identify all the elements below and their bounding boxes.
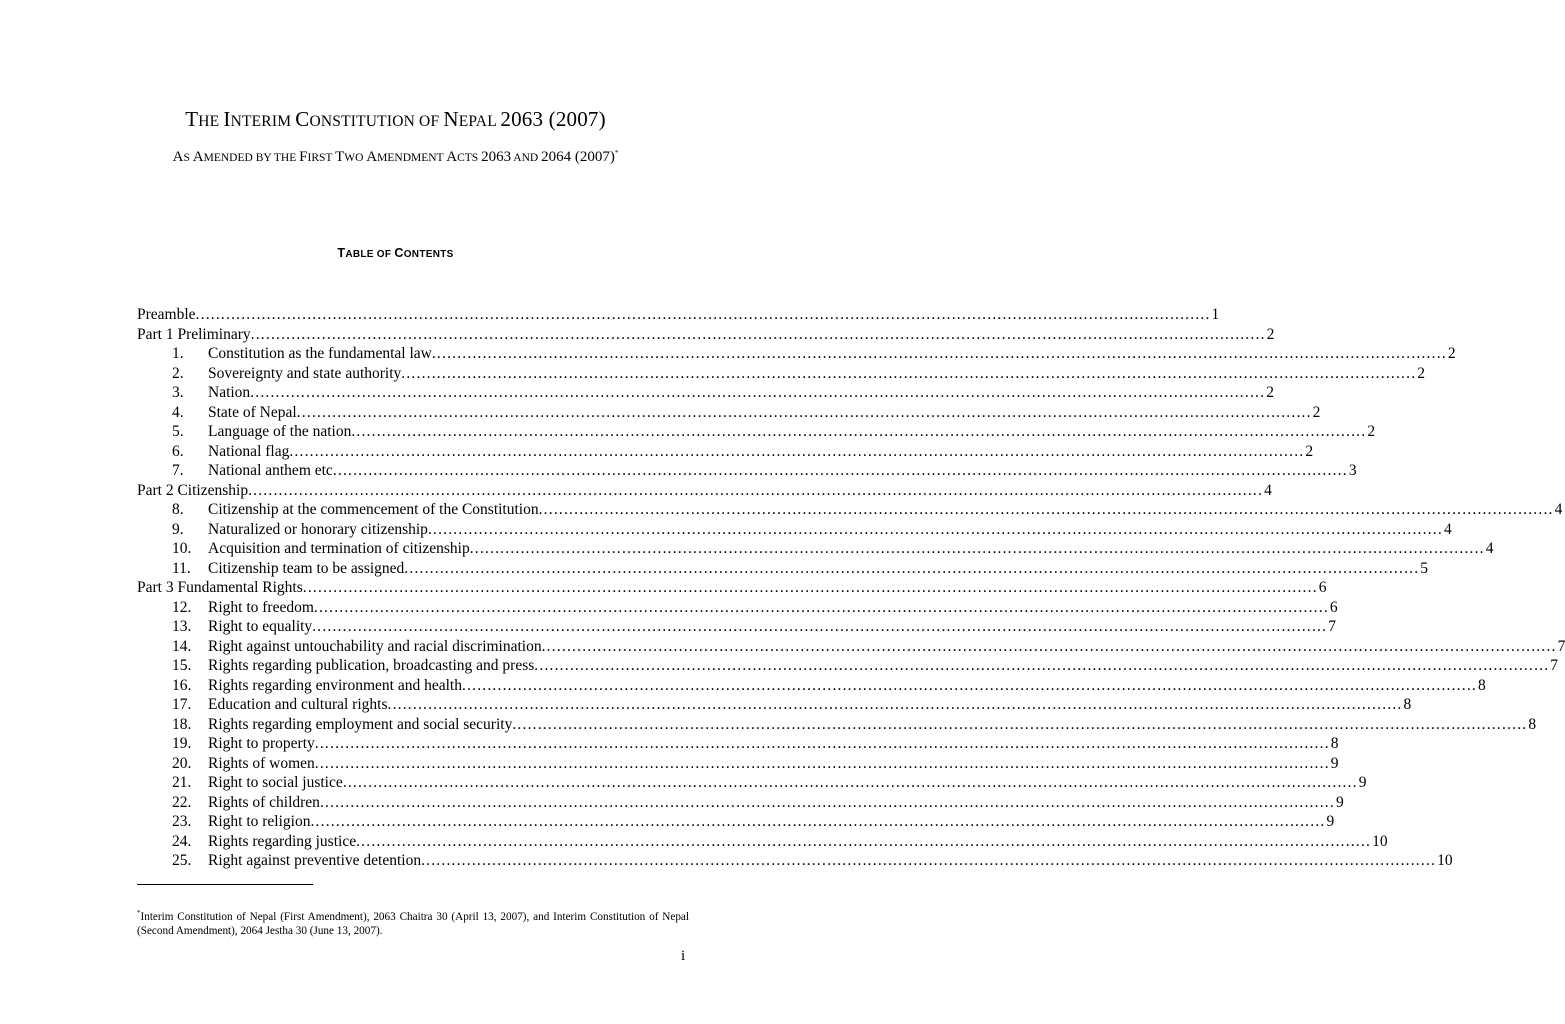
toc-entry[interactable]	[137, 598, 1338, 618]
toc-entry-number: 19.	[172, 735, 192, 752]
toc-entry-page: 2	[1417, 364, 1426, 382]
toc-entry-title: Constitution as the fundamental law	[208, 345, 432, 362]
toc-entry-page: 7	[1550, 657, 1559, 674]
toc-entry-number: 25.	[172, 852, 192, 869]
toc-entry-page: 2	[1367, 423, 1376, 440]
toc-entry-page: 2	[1312, 403, 1321, 421]
toc-leader-dots: ........................................................................................................................................................................................................	[250, 384, 1266, 401]
toc-entry-title: Naturalized or honorary citizenship	[208, 520, 428, 538]
toc-entry-page: 10	[1437, 852, 1453, 869]
toc-entry-number: 12.	[172, 598, 192, 616]
toc-entry-page: 2	[1447, 345, 1456, 362]
toc-entry-number: 3.	[172, 384, 184, 401]
toc-entry-title: Rights of children	[208, 793, 320, 811]
toc-entry-page: 4	[1443, 520, 1452, 538]
toc-entry[interactable]	[137, 832, 1388, 852]
toc-entry-page: 9	[1326, 813, 1335, 830]
document-title: THE INTERIM CONSTITUTION OF NEPAL 2063 (2007)	[185, 107, 606, 131]
toc-entry-title: Rights regarding environment and health	[208, 676, 462, 694]
toc-entry-title: Sovereignty and state authority	[208, 364, 402, 382]
toc-entry-number: 14.	[172, 637, 192, 655]
toc-entry-number: 22.	[172, 793, 192, 811]
toc-leader-dots: ........................................................................................................................................................................................................	[538, 501, 1554, 518]
toc-entry-title: Language of the nation	[208, 423, 352, 440]
toc-entry-number: 17.	[172, 696, 192, 713]
toc-entry[interactable]	[137, 754, 1339, 774]
toc-entry-number: 7.	[172, 462, 184, 479]
toc-entry[interactable]	[137, 656, 1559, 676]
toc-entry[interactable]	[137, 773, 1367, 793]
toc-entry-number: 18.	[172, 715, 192, 733]
toc-entry-page: 2	[1266, 325, 1275, 343]
toc-entry-title: Part 1 Preliminary	[137, 325, 251, 343]
toc-leader-dots: ........................................................................................................................................................................................................	[342, 774, 1358, 791]
footnote-divider	[137, 884, 313, 885]
toc-entry-page: 4	[1485, 540, 1494, 557]
toc-entry-title: Rights regarding publication, broadcasting and press	[208, 657, 535, 674]
toc-leader-dots: ........................................................................................................................................................................................................	[195, 306, 1211, 323]
toc-entry-title: Citizenship at the commencement of the Constitution	[208, 501, 539, 518]
table-of-contents	[137, 305, 1565, 871]
toc-entry-title: Right against untouchability and racial discrimination	[208, 637, 542, 655]
toc-entry-number: 5.	[172, 423, 184, 440]
toc-entry[interactable]	[137, 305, 1220, 325]
toc-entry[interactable]	[137, 578, 1327, 598]
toc-leader-dots: ........................................................................................................................................................................................................	[296, 403, 1312, 421]
toc-entry-page: 2	[1305, 442, 1314, 460]
toc-entry[interactable]	[137, 695, 1412, 715]
toc-entry-page: 8	[1528, 715, 1537, 733]
toc-entry-title: Part 3 Fundamental Rights	[137, 579, 303, 596]
toc-entry-number: 21.	[172, 774, 192, 791]
toc-leader-dots: ........................................................................................................................................................................................................	[461, 676, 1477, 694]
toc-entry-number: 9.	[172, 520, 184, 538]
toc-leader-dots: ........................................................................................................................................................................................................	[512, 715, 1528, 733]
toc-leader-dots: ........................................................................................................................................................................................................	[314, 735, 1330, 752]
footnote-marker: *	[137, 909, 141, 917]
toc-leader-dots: ........................................................................................................................................................................................................	[469, 540, 1485, 557]
toc-entry[interactable]	[137, 793, 1344, 813]
toc-entry[interactable]	[137, 812, 1335, 832]
toc-entry-title: Acquisition and termination of citizenship	[208, 540, 470, 557]
toc-entry[interactable]	[137, 734, 1339, 754]
toc-entry-page: 10	[1372, 832, 1388, 850]
toc-leader-dots: ........................................................................................................................................................................................................	[314, 754, 1330, 772]
toc-leader-dots: ........................................................................................................................................................................................................	[427, 520, 1443, 538]
toc-entry-page: 8	[1477, 676, 1486, 694]
toc-entry[interactable]	[137, 442, 1314, 462]
toc-entry-title: Rights regarding justice	[208, 832, 357, 850]
toc-leader-dots: ........................................................................................................................................................................................................	[401, 364, 1417, 382]
toc-entry-title: Right against preventive detention	[208, 852, 422, 869]
document-subtitle: AS AMENDED BY THE FIRST TWO AMENDMENT ACTS 2063 AND 2064 (2007)*	[172, 149, 619, 165]
toc-entry-page: 5	[1420, 559, 1429, 577]
toc-leader-dots: ........................................................................................................................................................................................................	[541, 637, 1557, 655]
toc-entry-number: 23.	[172, 813, 192, 830]
toc-entry-page: 4	[1264, 481, 1272, 499]
toc-entry-title: Rights regarding employment and social security	[208, 715, 513, 733]
toc-entry[interactable]	[137, 403, 1321, 423]
toc-leader-dots: ........................................................................................................................................................................................................	[431, 345, 1447, 362]
toc-leader-dots: ........................................................................................................................................................................................................	[387, 696, 1403, 713]
toc-entry-number: 4.	[172, 403, 184, 421]
toc-entry[interactable]	[137, 559, 1429, 579]
toc-leader-dots: ........................................................................................................................................................................................................	[534, 657, 1550, 674]
toc-entry[interactable]	[137, 851, 1453, 871]
toc-leader-dots: ........................................................................................................................................................................................................	[312, 618, 1328, 635]
footnote-text: Interim Constitution of Nepal (First Amendment), 2063 Chaitra 30 (April 13, 2007), and Interim Constitution of Nepal (Second Amendment), 2064 Jestha 30 (June 13, 2007).	[137, 911, 689, 937]
toc-entry-title: Citizenship team to be assigned	[208, 559, 405, 577]
toc-entry-number: 1.	[172, 345, 184, 362]
toc-entry-page: 1	[1211, 306, 1220, 323]
toc-entry-page: 2	[1266, 384, 1274, 401]
toc-entry[interactable]	[137, 364, 1426, 384]
toc-leader-dots: ........................................................................................................................................................................................................	[421, 852, 1437, 869]
toc-entry[interactable]	[137, 520, 1452, 540]
toc-leader-dots: ........................................................................................................................................................................................................	[332, 462, 1348, 479]
toc-entry-number: 8.	[172, 501, 184, 518]
toc-entry-number: 15.	[172, 657, 192, 674]
toc-entry-number: 20.	[172, 754, 192, 772]
toc-entry[interactable]	[137, 617, 1336, 637]
toc-entry-page: 7	[1328, 618, 1336, 635]
toc-entry-page: 9	[1330, 754, 1339, 772]
toc-leader-dots: ........................................................................................................................................................................................................	[289, 442, 1305, 460]
toc-entry-title: Education and cultural rights	[208, 696, 388, 713]
toc-entry-title: Part 2 Citizenship	[137, 481, 249, 499]
toc-leader-dots: ........................................................................................................................................................................................................	[302, 579, 1318, 596]
toc-entry[interactable]	[137, 500, 1563, 520]
toc-entry-title: National flag	[208, 442, 290, 460]
toc-entry-number: 2.	[172, 364, 184, 382]
toc-entry-title: Preamble	[137, 306, 196, 323]
page-number: i	[681, 948, 686, 964]
footnote-marker[interactable]: *	[614, 149, 619, 157]
toc-entry[interactable]	[137, 539, 1494, 559]
toc-leader-dots: ........................................................................................................................................................................................................	[319, 793, 1335, 811]
toc-entry-page: 6	[1329, 598, 1338, 616]
toc-entry[interactable]	[137, 383, 1274, 403]
toc-entry-title: Right to freedom	[208, 598, 314, 616]
toc-entry-page: 6	[1318, 579, 1327, 596]
toc-entry-number: 6.	[172, 442, 184, 460]
toc-entry[interactable]	[137, 422, 1376, 442]
toc-leader-dots: ........................................................................................................................................................................................................	[313, 598, 1329, 616]
toc-heading: TABLE OF CONTENTS	[337, 246, 454, 260]
toc-entry-title: Right to equality	[208, 618, 313, 635]
toc-entry-number: 16.	[172, 676, 192, 694]
toc-leader-dots: ........................................................................................................................................................................................................	[351, 423, 1367, 440]
toc-entry[interactable]	[137, 637, 1565, 657]
toc-leader-dots: ........................................................................................................................................................................................................	[248, 481, 1264, 499]
toc-entry-page: 4	[1554, 501, 1563, 518]
toc-entry-title: National anthem etc	[208, 462, 333, 479]
toc-entry-title: Right to property	[208, 735, 315, 752]
toc-leader-dots: ........................................................................................................................................................................................................	[404, 559, 1420, 577]
toc-entry[interactable]	[137, 676, 1486, 696]
toc-entry-title: State of Nepal	[208, 403, 297, 421]
toc-entry-title: Right to religion	[208, 813, 311, 830]
toc-entry-number: 10.	[172, 540, 192, 557]
toc-entry-page: 9	[1335, 793, 1344, 811]
toc-entry[interactable]	[137, 715, 1537, 735]
toc-entry-page: 7	[1557, 637, 1565, 655]
toc-entry-number: 11.	[172, 559, 191, 577]
toc-entry-title: Nation	[208, 384, 251, 401]
toc-entry[interactable]	[137, 325, 1275, 345]
toc-leader-dots: ........................................................................................................................................................................................................	[356, 832, 1372, 850]
toc-entry-page: 3	[1348, 462, 1357, 479]
toc-entry[interactable]	[137, 461, 1357, 481]
toc-entry-title: Right to social justice	[208, 774, 343, 791]
toc-entry-page: 8	[1403, 696, 1412, 713]
toc-entry[interactable]	[137, 481, 1272, 501]
toc-entry-title: Rights of women	[208, 754, 315, 772]
footnote	[137, 906, 689, 938]
toc-leader-dots: ........................................................................................................................................................................................................	[310, 813, 1326, 830]
toc-entry-number: 13.	[172, 618, 192, 635]
toc-entry-page: 8	[1330, 735, 1339, 752]
toc-leader-dots: ........................................................................................................................................................................................................	[250, 325, 1266, 343]
toc-entry-number: 24.	[172, 832, 192, 850]
toc-entry-page: 9	[1358, 774, 1367, 791]
toc-entry[interactable]	[137, 344, 1456, 364]
